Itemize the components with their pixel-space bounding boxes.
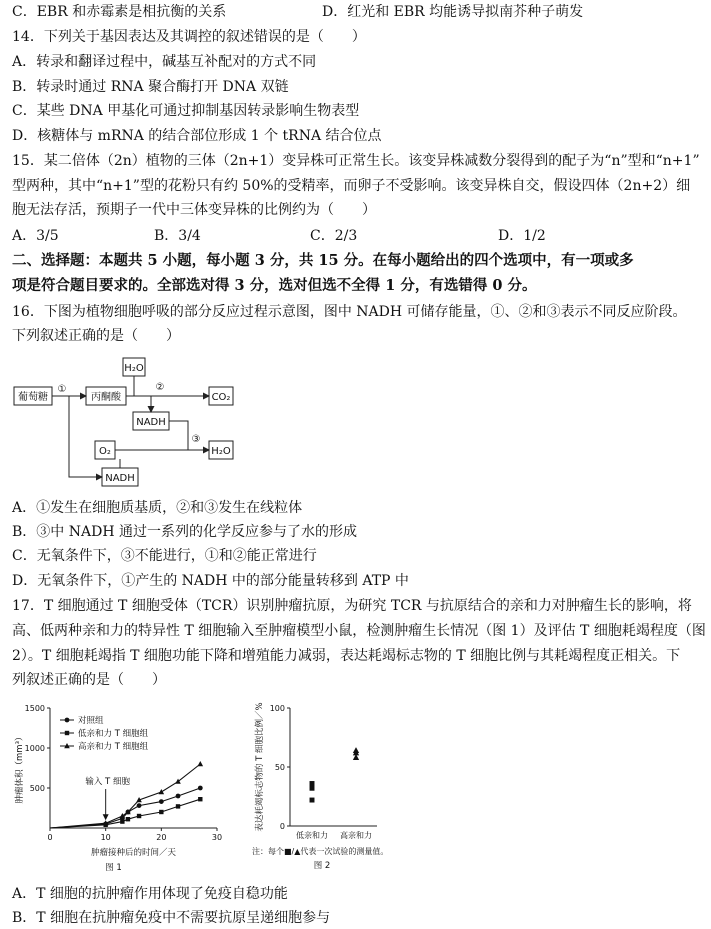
figure2-category-label: 低亲和力: [296, 831, 328, 840]
q15-option-c: C．2/3: [310, 228, 358, 244]
figure2-point: [310, 786, 315, 791]
q13-options-cd: [12, 2, 702, 22]
figure2-point: [310, 781, 315, 786]
figure2-point: [310, 798, 315, 803]
figure1-axes: [50, 708, 217, 828]
q14-option-a: A．转录和翻译过程中，碱基互补配对的方式不同: [12, 54, 317, 70]
q16-option-d: D．无氧条件下，①产生的 NADH 中的部分能量转移到 ATP 中: [12, 573, 409, 589]
q14-option-b: B．转录时通过 RNA 聚合酶打开 DNA 双链: [12, 79, 289, 95]
section2-header-line2: 项是符合题目要求的。全部选对得 3 分，选对但选不全得 1 分，有选错得 0 分。: [12, 277, 537, 294]
figure1-legend-label: 低亲和力 T 细胞组: [78, 729, 149, 739]
figure1-legend-marker: [65, 718, 70, 723]
figure2-category-label: 高亲和力: [340, 831, 372, 840]
glucose-label: 葡萄糖: [18, 392, 48, 403]
figure1-point: [159, 810, 163, 814]
q17-option-b: B．T 细胞在抗肿瘤免疫中不需要抗原呈递细胞参与: [12, 910, 331, 926]
figure1-annotation: 输入 T 细胞: [85, 777, 130, 787]
figure1-point: [176, 804, 180, 808]
figure1-x-tick-label: 0: [47, 833, 53, 842]
section2-header-line1: 二、选择题：本题共 5 小题，每小题 3 分，共 15 分。在每小题给出的四个选项中，有一项或多: [12, 252, 634, 269]
q13-option-d: D．红光和 EBR 均能诱导拟南芥种子萌发: [322, 4, 584, 20]
figure1-legend-label: 高亲和力 T 细胞组: [78, 742, 149, 752]
figure1-x-tick-label: 20: [156, 833, 167, 842]
figure1-point: [126, 817, 130, 821]
figure2-point: [353, 747, 359, 753]
q17-stem-line4: 列叙述正确的是（ ）: [12, 672, 166, 688]
figure2-note: 注：每个■/▲代表一次试验的测量值。: [252, 847, 389, 856]
figure2-axes: [290, 708, 377, 826]
q14-option-d: D．核糖体与 mRNA 的结合部位形成 1 个 tRNA 结合位点: [12, 128, 382, 144]
q14-stem: 14．下列关于基因表达及其调控的叙述错误的是（ ）: [12, 29, 366, 45]
q16-stem-line1: 16．下图为植物细胞呼吸的部分反应过程示意图，图中 NADH 可储存能量，①、②和③表示不同反应阶段。: [12, 304, 687, 320]
q15-option-d: D．1/2: [498, 228, 546, 244]
figure1-y-tick-label: 500: [29, 784, 45, 793]
figure2-y-tick-label: 0: [279, 822, 285, 831]
q15-stem-line3: 胞无法存活，预期子一代中三体变异株的比例约为（ ）: [12, 202, 376, 218]
q17-stem-line3: 2）。T 细胞耗竭指 T 细胞功能下降和增殖能力减弱，表达耗竭标志物的 T 细胞比例与其耗竭程度正相关。下: [12, 648, 681, 664]
nadh-bottom-label: NADH: [105, 473, 135, 484]
q16-stem-line2: 下列叙述正确的是（ ）: [12, 328, 180, 344]
q15-option-a: A．3/5: [12, 228, 59, 244]
figure1-x-tick-label: 10: [100, 833, 111, 842]
step1-label: ①: [57, 384, 67, 395]
pyruvate-label: 丙酮酸: [91, 392, 121, 403]
figure1-y-tick-label: 1000: [24, 744, 45, 753]
q13-option-c: C．EBR 和赤霉素是相抗衡的关系: [12, 4, 227, 20]
q17-stem-line1: 17．T 细胞通过 T 细胞受体（TCR）识别肿瘤抗原，为研究 TCR 与抗原结合的亲和力对肿瘤生长的影响，将: [12, 598, 692, 614]
nadh-mid-label: NADH: [136, 417, 166, 428]
figure1-point: [137, 803, 142, 808]
q14-option-c: C．某些 DNA 甲基化可通过抑制基因转录影响生物表型: [12, 103, 360, 119]
figure2-ylabel: 表达耗竭标志物的 T 细胞比例／%: [255, 702, 265, 832]
figure1-point: [176, 794, 181, 799]
figure1-y-tick-label: 1500: [24, 704, 45, 713]
figure1-title: 图 1: [105, 863, 122, 873]
figure1-point: [198, 761, 204, 766]
h2o-out-label: H₂O: [211, 446, 231, 457]
figure2-y-tick-label: 50: [274, 763, 285, 772]
line-nadh-mid-down: [169, 421, 188, 450]
figure1-ylabel: 肿瘤体积（mm³）: [15, 732, 25, 804]
step2-label: ②: [155, 382, 165, 393]
figure1-point: [137, 814, 141, 818]
figure1-point: [159, 799, 164, 804]
figure1-legend-marker: [65, 731, 69, 735]
co2-label: CO₂: [211, 392, 231, 403]
arrow-to-nadh-bottom: [69, 396, 102, 477]
q16-option-b: B．③中 NADH 通过一系列的化学反应参与了水的形成: [12, 524, 357, 540]
q15-stem-line1: 15．某二倍体（2n）植物的三体（2n+1）变异株可正常生长。该变异株减数分裂得到的配子为“n”型和“n+1”: [12, 153, 700, 169]
q17-option-a: A．T 细胞的抗肿瘤作用体现了免疫自稳功能: [12, 886, 288, 902]
figure2-title: 图 2: [313, 861, 331, 871]
figure2-y-tick-label: 100: [269, 704, 285, 713]
figure1-xlabel: 肿瘤接种后的时间／天: [90, 848, 177, 858]
figure1-tumor-volume-chart: [12, 700, 237, 875]
q17-stem-line2: 高、低两种亲和力的特异性 T 细胞输入至肿瘤模型小鼠，检测肿瘤生长情况（图 1）及评估 T 细胞耗竭程度（图: [12, 623, 706, 639]
figure1-legend-label: 对照组: [78, 716, 104, 726]
q16-option-c: C．无氧条件下，③不能进行，①和②能正常进行: [12, 548, 317, 564]
q16-option-a: A．①发生在细胞质基质，②和③发生在线粒体: [12, 500, 303, 516]
q15-stem-line2: 型两种，其中“n+1”型的花粉只有约 50%的受精率，而卵子不受影响。该变异株自交，假设四体（2n+2）细: [12, 178, 691, 194]
o2-label: O₂: [99, 446, 111, 457]
figure1-point: [198, 786, 203, 791]
figure1-x-tick-label: 30: [211, 833, 223, 842]
q15-option-b: B．3/4: [154, 228, 201, 244]
figure1-point: [198, 797, 202, 801]
respiration-diagram: [12, 350, 252, 490]
figure1-point: [159, 789, 165, 794]
figure2-exhaustion-chart: [252, 700, 452, 875]
figure1-point: [120, 819, 124, 823]
step3-label: ③: [191, 434, 201, 445]
figure1-annotation-arrowhead: [103, 814, 109, 820]
h2o-top-label: H₂O: [124, 363, 144, 374]
q15-options: [12, 226, 702, 246]
